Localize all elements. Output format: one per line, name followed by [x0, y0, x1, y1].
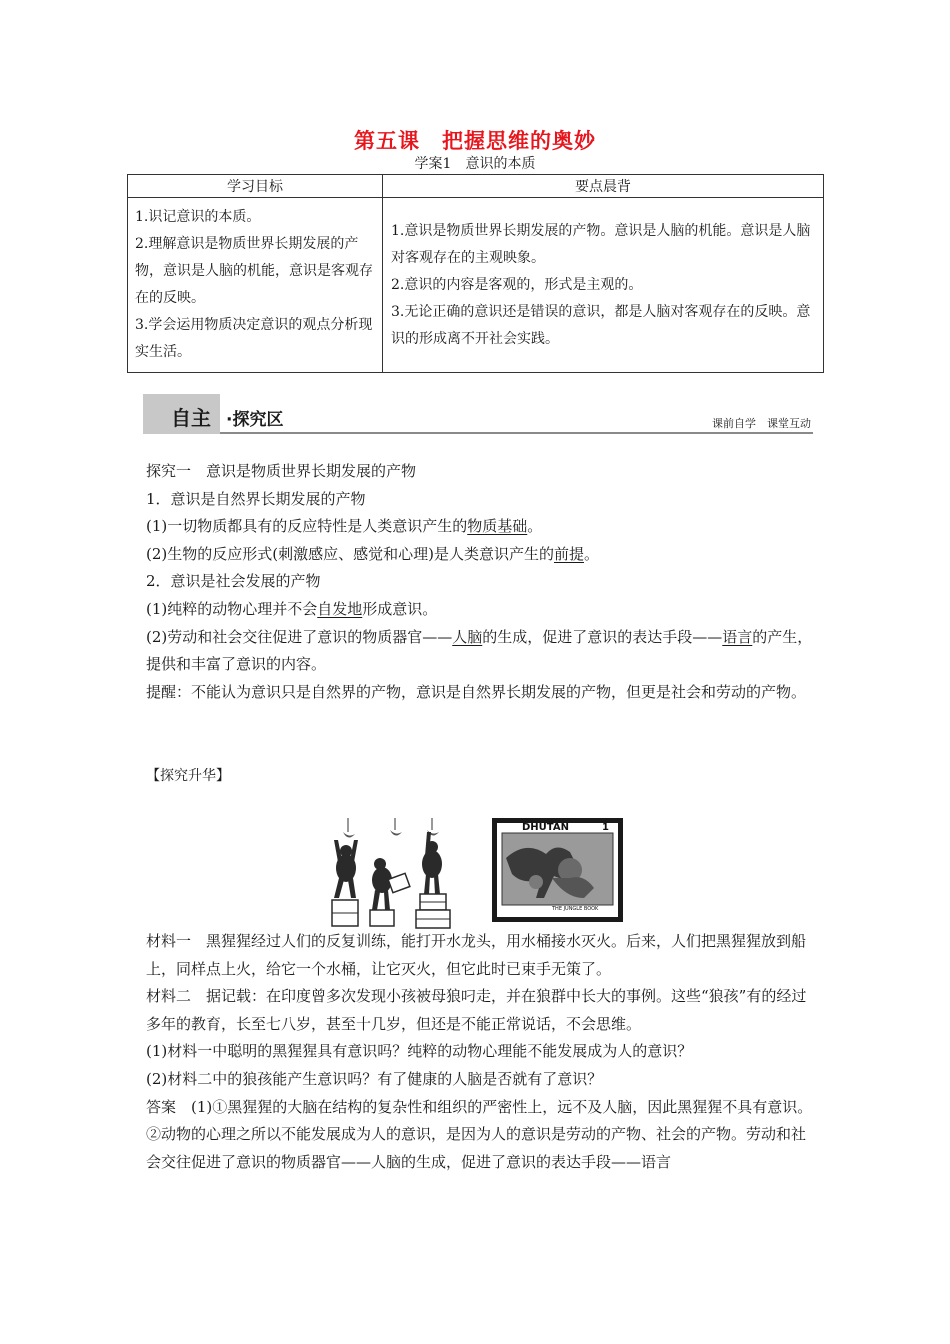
- stamp-country: DHUTAN: [522, 822, 569, 833]
- question-2: (2)材料二中的狼孩能产生意识吗？有了健康的人脑是否就有了意识？: [146, 1069, 603, 1088]
- page-subtitle: 学案1 意识的本质: [414, 156, 536, 172]
- learning-goal-item: 1.识记意识的本质。: [135, 209, 261, 225]
- point-1-2: (2)生物的反应形式(刺激感应、感觉和心理)是人类意识产生的前提。: [146, 544, 599, 563]
- point-2-title: 2．意识是社会发展的产物: [146, 572, 321, 591]
- section-divider: [220, 432, 813, 434]
- material-2: 材料二 据记载：在印度曾多次发现小孩被母狼叼走，并在狼群中长大的事例。这些“狼孩”有的经过多年的教育，长至七八岁，甚至十几岁，但还是不能正常说话，不会思维。: [146, 987, 807, 1033]
- learning-goal-item: 2.理解意识是物质世界长期发展的产物，意识是人脑的机能，意识是客观存在的反映。: [135, 236, 373, 306]
- point-2-2: (2)劳动和社会交往促进了意识的物质器官——人脑的生成，促进了意识的表达手段——语言的产生，提供和丰富了意识的内容。: [146, 627, 813, 674]
- blank-answer: 自发地: [317, 599, 363, 618]
- blank-answer: 前提: [553, 544, 584, 563]
- key-point-item: 3.无论正确的意识还是错误的意识，都是人脑对客观存在的反映。意识的形成离不开社会实践。: [391, 303, 811, 347]
- reminder: 提醒：不能认为意识只是自然界的产物，意识是自然界长期发展的产物，但更是社会和劳动的产物。: [146, 682, 807, 701]
- stamp-image: [492, 818, 623, 922]
- key-point-item: 1.意识是物质世界长期发展的产物。意识是人脑的机能。意识是人脑对客观存在的主观映象。: [391, 222, 811, 266]
- point-1-title: 1．意识是自然界长期发展的产物: [146, 489, 366, 508]
- materials-section: [146, 928, 816, 1176]
- section-bar: [143, 394, 813, 434]
- upgrade-tag: 【探究升华】: [146, 768, 230, 784]
- goals-table: [127, 174, 824, 373]
- key-points-cell: [383, 198, 824, 373]
- inquiry-section: [146, 458, 816, 706]
- point-2-1: (1)纯粹的动物心理并不会自发地形成意识。: [146, 599, 438, 618]
- section-badge-text: 自主: [171, 406, 211, 430]
- key-point-item: 2.意识的内容是客观的，形式是主观的。: [391, 276, 643, 293]
- goals-header-learning: 学习目标: [128, 175, 383, 198]
- section-right-label: 课前自学 课堂互动: [712, 417, 811, 430]
- learning-goals-cell: [128, 198, 383, 373]
- inquiry-heading: 探究一 意识是物质世界长期发展的产物: [146, 462, 417, 480]
- answer-2: ②动物的心理之所以不能发展成为人的意识，是因为人的意识是劳动的产物、社会的产物。劳动和社会交往促进了意识的物质器官——人脑的生成，促进了意识的表达手段——语言: [146, 1125, 807, 1171]
- question-1: (1)材料一中聪明的黑猩猩具有意识吗？纯粹的动物心理能不能发展成为人的意识？: [146, 1042, 693, 1061]
- blank-answer: 物质基础: [467, 517, 528, 536]
- goals-table-header-row: [128, 175, 824, 198]
- page-title: 第五课 把握思维的奥妙: [354, 128, 596, 153]
- answer-1: 答案 (1)①黑猩猩的大脑在结构的复杂性和组织的严密性上，远不及人脑，因此黑猩猩不具有意识。: [146, 1097, 813, 1116]
- material-1: 材料一 黑猩猩经过人们的反复训练，能打开水龙头，用水桶接水灭火。后来，人们把黑猩猩放到船上，同样点上火，给它一个水桶，让它灭火，但它此时已束手无策了。: [146, 932, 807, 978]
- goals-header-keypoints: 要点晨背: [383, 175, 824, 198]
- stamp-caption: THE JUNGLE BOOK: [552, 906, 599, 912]
- point-1-1: (1)一切物质都具有的反应特性是人类意识产生的物质基础。: [146, 517, 543, 536]
- section-label: ·探究区: [226, 410, 284, 430]
- goals-table-body-row: [128, 198, 824, 373]
- chimpanzee-illustration: [330, 818, 455, 930]
- learning-goal-item: 3.学会运用物质决定意识的观点分析现实生活。: [135, 317, 373, 360]
- blank-answer: 语言: [722, 627, 753, 646]
- stamp-value: 1: [602, 822, 609, 833]
- blank-answer: 人脑: [452, 627, 483, 646]
